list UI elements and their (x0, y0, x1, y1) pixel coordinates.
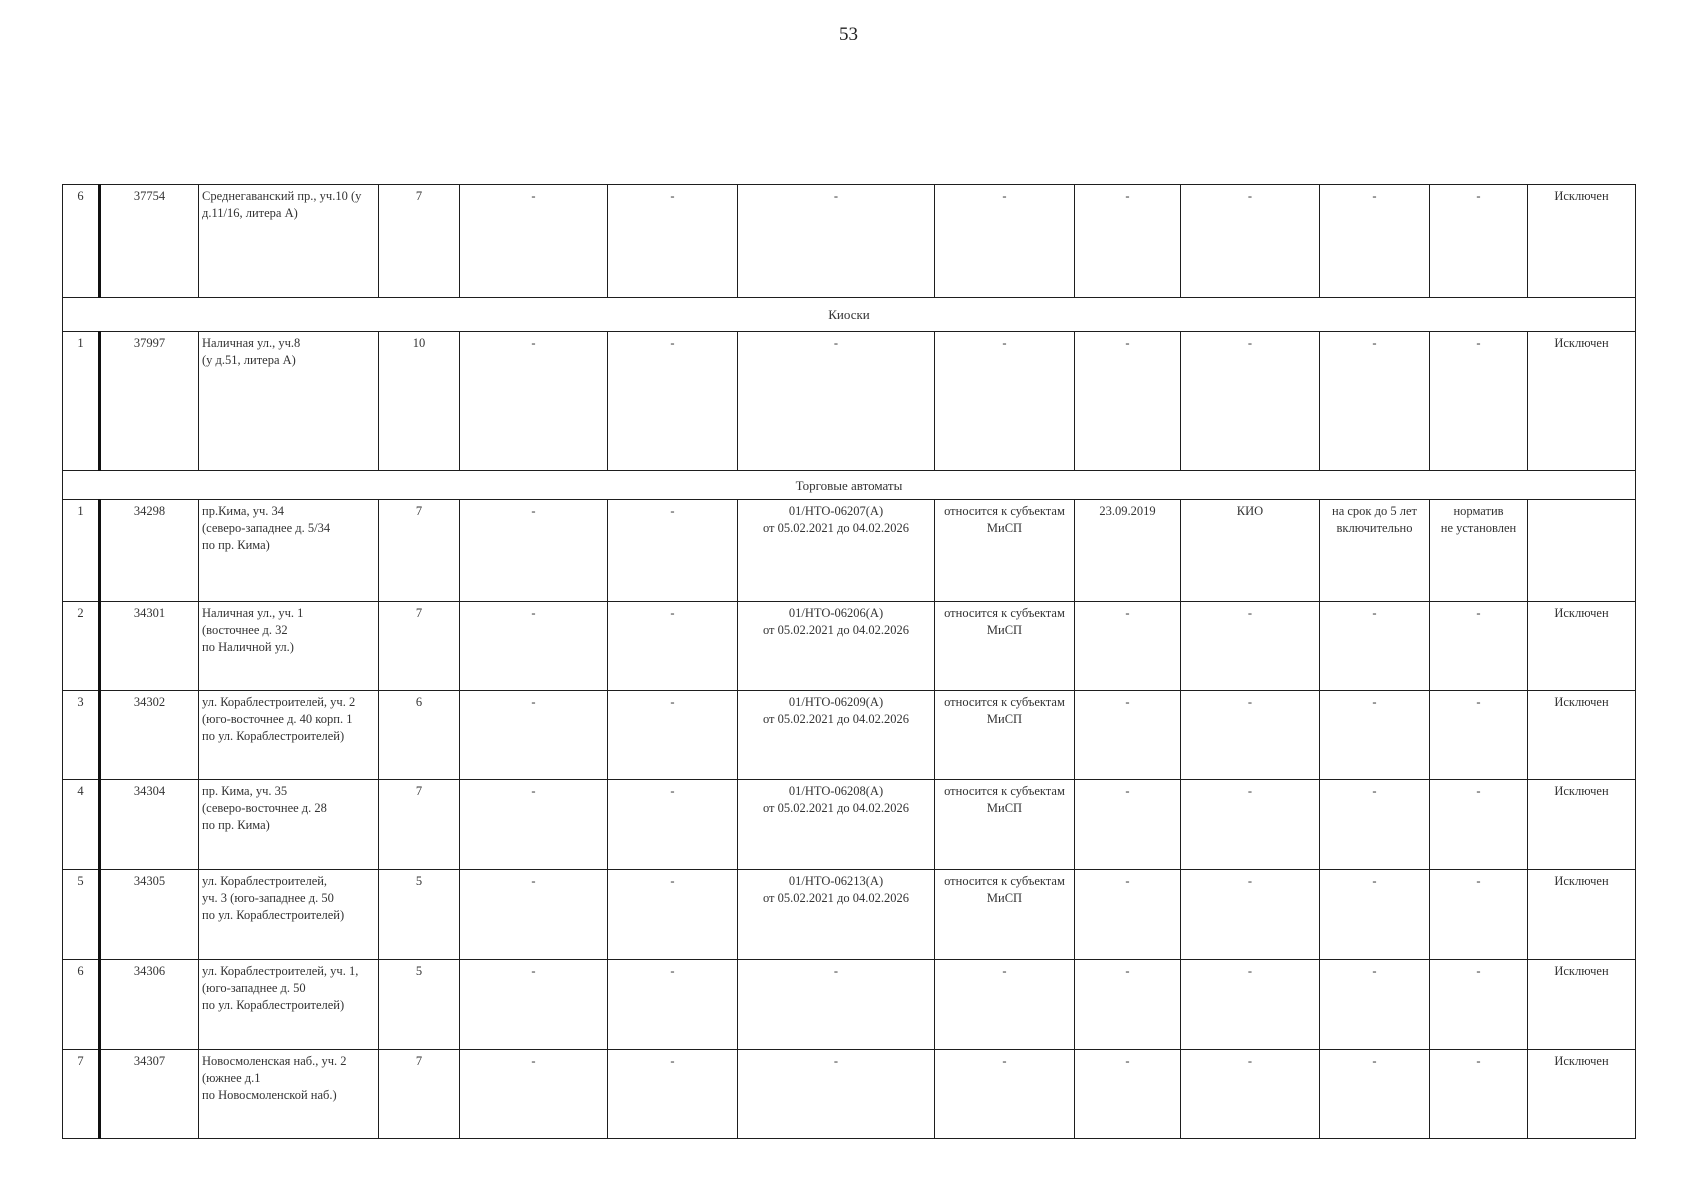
cell-col6: - (608, 185, 738, 298)
cell-col5: - (460, 780, 608, 870)
object-id-cell: 34307 (100, 1050, 199, 1139)
date-cell: - (1075, 870, 1181, 960)
smsp-status-cell: относится к субъектам МиСП (935, 780, 1075, 870)
organization-cell: - (1181, 691, 1320, 780)
organization-cell: - (1181, 1050, 1320, 1139)
page-number: 53 (839, 24, 858, 45)
status-cell: Исключен (1528, 332, 1636, 471)
table-row (63, 691, 1636, 780)
cell-col6: - (608, 870, 738, 960)
contract-cell: 01/НТО-06209(А) от 05.02.2021 до 04.02.2026 (738, 691, 935, 780)
norm-cell: - (1430, 960, 1528, 1050)
status-cell (1528, 500, 1636, 602)
norm-cell: - (1430, 870, 1528, 960)
contract-cell: 01/НТО-06208(А) от 05.02.2021 до 04.02.2026 (738, 780, 935, 870)
contract-cell: 01/НТО-06206(А) от 05.02.2021 до 04.02.2026 (738, 602, 935, 691)
table-row (63, 185, 1636, 298)
date-cell: - (1075, 691, 1181, 780)
contract-cell: - (738, 960, 935, 1050)
object-id-cell: 34302 (100, 691, 199, 780)
object-id-cell: 34304 (100, 780, 199, 870)
cell-col5: - (460, 870, 608, 960)
smsp-status-cell: относится к субъектам МиСП (935, 691, 1075, 780)
term-cell: - (1320, 870, 1430, 960)
cell-col5: - (460, 185, 608, 298)
contract-cell: 01/НТО-06213(А) от 05.02.2021 до 04.02.2026 (738, 870, 935, 960)
cell-col6: - (608, 602, 738, 691)
term-cell: - (1320, 1050, 1430, 1139)
organization-cell: - (1181, 960, 1320, 1050)
norm-cell: - (1430, 185, 1528, 298)
area-cell: 6 (379, 691, 460, 780)
date-cell: - (1075, 332, 1181, 471)
contract-cell: 01/НТО-06207(А) от 05.02.2021 до 04.02.2026 (738, 500, 935, 602)
cell-col5: - (460, 500, 608, 602)
area-cell: 5 (379, 870, 460, 960)
area-cell: 7 (379, 500, 460, 602)
section-header-row (63, 298, 1636, 332)
organization-cell: - (1181, 602, 1320, 691)
table-row (63, 1050, 1636, 1139)
table-row (63, 960, 1636, 1050)
section-header-row (63, 471, 1636, 500)
cell-col6: - (608, 332, 738, 471)
norm-cell: - (1430, 780, 1528, 870)
area-cell: 7 (379, 185, 460, 298)
row-number-cell: 6 (63, 960, 100, 1050)
area-cell: 7 (379, 602, 460, 691)
cell-col6: - (608, 960, 738, 1050)
row-number-cell: 7 (63, 1050, 100, 1139)
term-cell: на срок до 5 лет включительно (1320, 500, 1430, 602)
address-cell: пр.Кима, уч. 34 (северо-западнее д. 5/34 по пр. Кима) (199, 500, 379, 602)
status-cell: Исключен (1528, 602, 1636, 691)
organization-cell: - (1181, 870, 1320, 960)
date-cell: - (1075, 960, 1181, 1050)
norm-cell: - (1430, 691, 1528, 780)
smsp-status-cell: относится к субъектам МиСП (935, 500, 1075, 602)
norm-cell: - (1430, 1050, 1528, 1139)
cell-col5: - (460, 1050, 608, 1139)
norm-cell: норматив не установлен (1430, 500, 1528, 602)
date-cell: - (1075, 1050, 1181, 1139)
row-number-cell: 4 (63, 780, 100, 870)
norm-cell: - (1430, 602, 1528, 691)
norm-cell: - (1430, 332, 1528, 471)
date-cell: - (1075, 780, 1181, 870)
row-number-cell: 5 (63, 870, 100, 960)
table-row (63, 332, 1636, 471)
table-row (63, 780, 1636, 870)
address-cell: ул. Кораблестроителей, уч. 3 (юго-западнее д. 50 по ул. Кораблестроителей) (199, 870, 379, 960)
address-cell: Наличная ул., уч. 1 (восточнее д. 32 по Наличной ул.) (199, 602, 379, 691)
row-number-cell: 2 (63, 602, 100, 691)
date-cell: 23.09.2019 (1075, 500, 1181, 602)
status-cell: Исключен (1528, 185, 1636, 298)
cell-col6: - (608, 780, 738, 870)
smsp-status-cell: относится к субъектам МиСП (935, 870, 1075, 960)
address-cell: Новосмоленская наб., уч. 2 (южнее д.1 по Новосмоленской наб.) (199, 1050, 379, 1139)
term-cell: - (1320, 185, 1430, 298)
contract-cell: - (738, 185, 935, 298)
term-cell: - (1320, 691, 1430, 780)
table-row (63, 602, 1636, 691)
cell-col6: - (608, 1050, 738, 1139)
object-id-cell: 37997 (100, 332, 199, 471)
address-cell: пр. Кима, уч. 35 (северо-восточнее д. 28 по пр. Кима) (199, 780, 379, 870)
date-cell: - (1075, 602, 1181, 691)
table-body (63, 185, 1636, 1139)
term-cell: - (1320, 960, 1430, 1050)
address-cell: Наличная ул., уч.8 (у д.51, литера А) (199, 332, 379, 471)
organization-cell: - (1181, 185, 1320, 298)
status-cell: Исключен (1528, 780, 1636, 870)
table-row (63, 870, 1636, 960)
status-cell: Исключен (1528, 870, 1636, 960)
object-id-cell: 34305 (100, 870, 199, 960)
contract-cell: - (738, 1050, 935, 1139)
smsp-status-cell: - (935, 960, 1075, 1050)
address-cell: ул. Кораблестроителей, уч. 1, (юго-западнее д. 50 по ул. Кораблестроителей) (199, 960, 379, 1050)
area-cell: 7 (379, 780, 460, 870)
section-title: Торговые автоматы (63, 471, 1636, 500)
area-cell: 7 (379, 1050, 460, 1139)
term-cell: - (1320, 602, 1430, 691)
contract-cell: - (738, 332, 935, 471)
address-cell: Среднегаванский пр., уч.10 (у д.11/16, литера А) (199, 185, 379, 298)
cell-col6: - (608, 691, 738, 780)
table-row (63, 500, 1636, 602)
term-cell: - (1320, 332, 1430, 471)
cell-col6: - (608, 500, 738, 602)
row-number-cell: 1 (63, 500, 100, 602)
object-id-cell: 34298 (100, 500, 199, 602)
cell-col5: - (460, 332, 608, 471)
area-cell: 10 (379, 332, 460, 471)
registry-table (62, 184, 1636, 1139)
row-number-cell: 3 (63, 691, 100, 780)
organization-cell: КИО (1181, 500, 1320, 602)
object-id-cell: 34301 (100, 602, 199, 691)
cell-col5: - (460, 602, 608, 691)
organization-cell: - (1181, 332, 1320, 471)
status-cell: Исключен (1528, 691, 1636, 780)
smsp-status-cell: - (935, 185, 1075, 298)
smsp-status-cell: - (935, 332, 1075, 471)
section-title: Киоски (63, 298, 1636, 332)
row-number-cell: 1 (63, 332, 100, 471)
object-id-cell: 37754 (100, 185, 199, 298)
smsp-status-cell: относится к субъектам МиСП (935, 602, 1075, 691)
address-cell: ул. Кораблестроителей, уч. 2 (юго-восточнее д. 40 корп. 1 по ул. Кораблестроителей) (199, 691, 379, 780)
term-cell: - (1320, 780, 1430, 870)
status-cell: Исключен (1528, 960, 1636, 1050)
status-cell: Исключен (1528, 1050, 1636, 1139)
row-number-cell: 6 (63, 185, 100, 298)
cell-col5: - (460, 960, 608, 1050)
area-cell: 5 (379, 960, 460, 1050)
organization-cell: - (1181, 780, 1320, 870)
date-cell: - (1075, 185, 1181, 298)
object-id-cell: 34306 (100, 960, 199, 1050)
cell-col5: - (460, 691, 608, 780)
smsp-status-cell: - (935, 1050, 1075, 1139)
